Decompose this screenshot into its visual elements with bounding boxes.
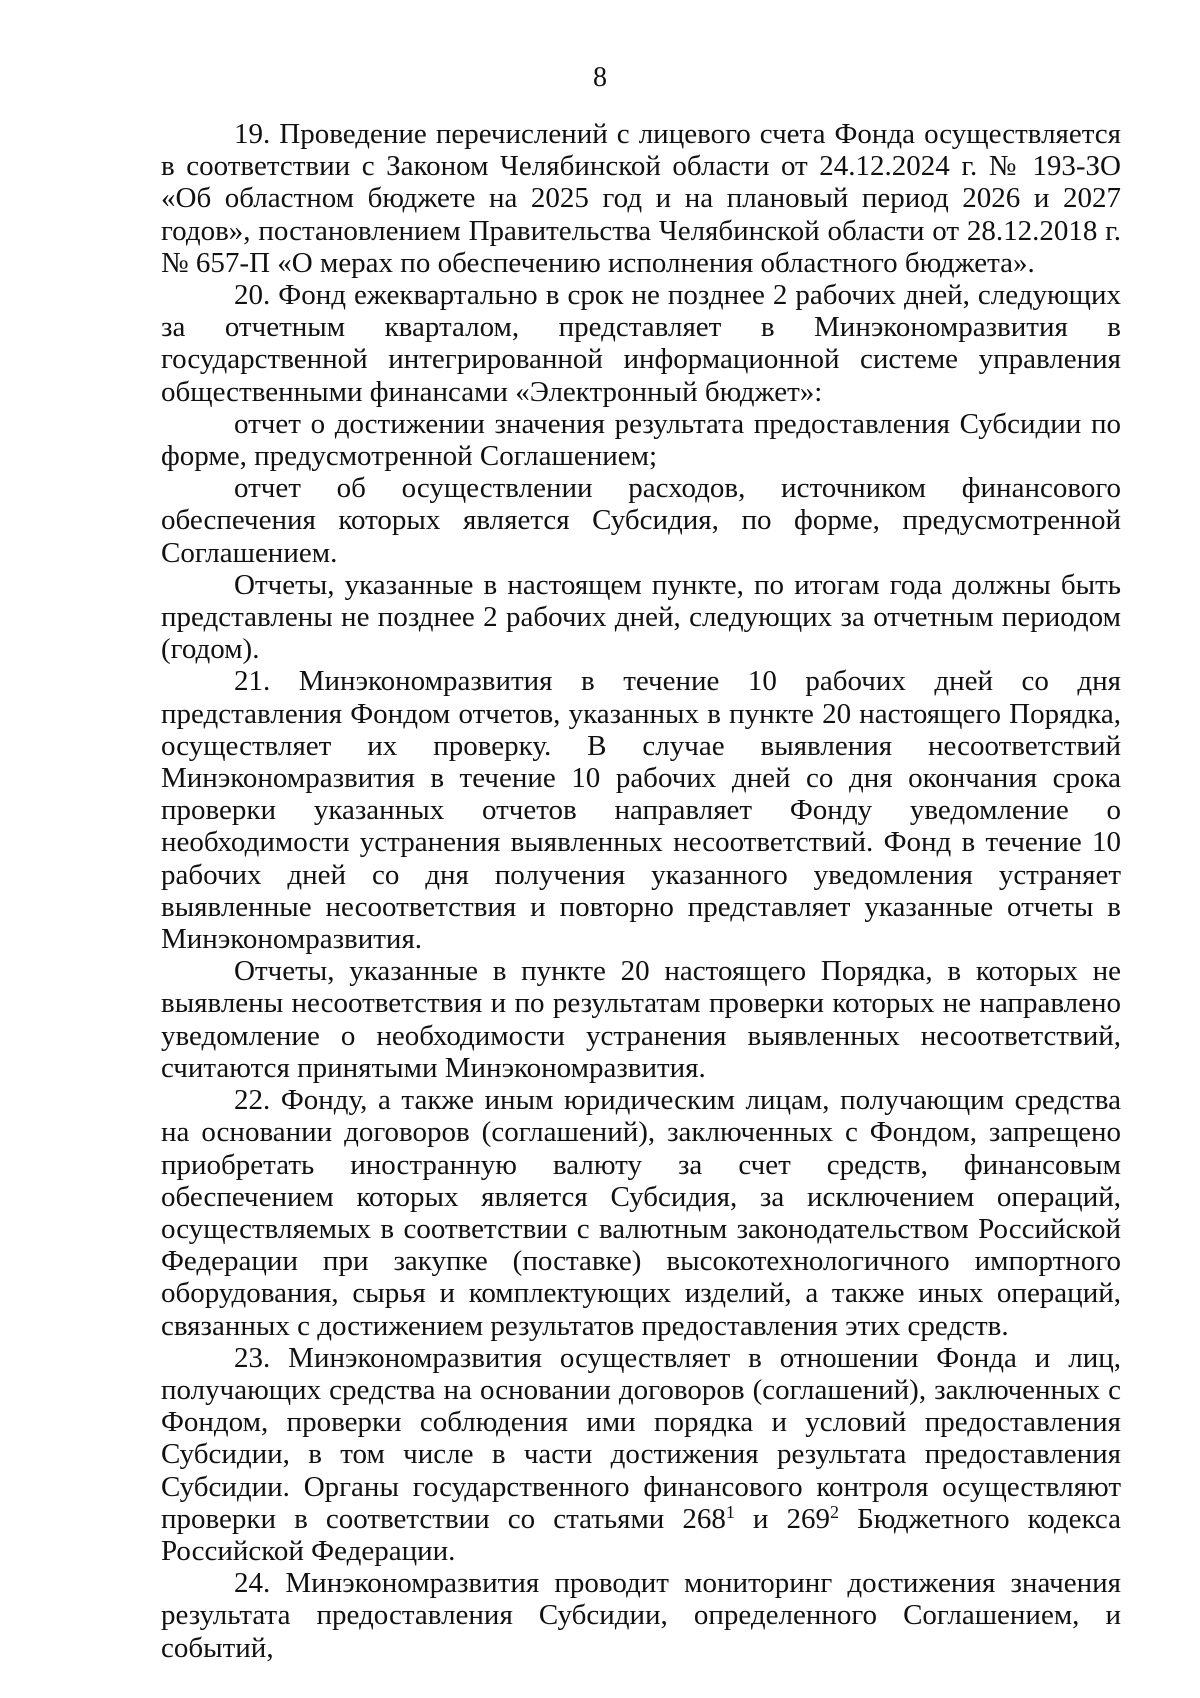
paragraph-19: 19. Проведение перечислений с лицевого счета Фонда осуществляется в соответствии с Законом Челябинской области от 24.12.2024 г. № 193-ЗО «Об областном бюджете на 2025 год и на плановый период 2026 и 2027 годов», постановлением Правительства Челябинской области от 28.12.2018 г. № 657-П «О мерах по обеспечению исполнения областного бюджета». — [161, 118, 1121, 279]
paragraph-23 — [161, 1342, 1121, 1567]
paragraph-22: 22. Фонду, а также иным юридическим лицам, получающим средства на основании договоров (соглашений), заключенных с Фондом, запрещено приобретать иностранную валюту за счет средств, финансовым обеспечением которых является Субсидия, за исключением операций, осуществляемых в соответствии с валютным законодательством Российской Федерации при закупке (поставке) высокотехнологичного импортного оборудования, сырья и комплектующих изделий, а также иных операций, связанных с достижением результатов предоставления этих средств. — [161, 1084, 1121, 1342]
paragraph-20-item-2: отчет об осуществлении расходов, источником финансового обеспечения которых является Субсидия, по форме, предусмотренной Соглашением. — [161, 472, 1121, 569]
page-number: 8 — [593, 62, 607, 93]
paragraph-20-item-1: отчет о достижении значения результата предоставления Субсидии по форме, предусмотренной Соглашением; — [161, 407, 1121, 473]
paragraph-23-text-a: 23. Минэкономразвития осуществляет в отношении Фонда и лиц, получающих средства на основании договоров (соглашений), заключенных с Фондом, проверки соблюдения ими порядка и условий предоставления Субсидии, в том числе в части достижения результата предоставления Субсидии. Органы государственного финансового контроля осуществляют проверки в соответствии со статьями 268 — [161, 1341, 1121, 1535]
paragraph-23-text-c: Бюджетного кодекса Российской Федерации. — [161, 1502, 1121, 1567]
paragraph-20: 20. Фонд ежеквартально в срок не позднее 2 рабочих дней, следующих за отчетным кварталом, представляет в Минэкономразвития в государственной интегрированной информационной системе управления общественными финансами «Электронный бюджет»: — [161, 279, 1121, 408]
paragraph-21-reports: Отчеты, указанные в пункте 20 настоящего Порядка, в которых не выявлены несоответствия и по результатам проверки которых не направлено уведомление о необходимости устранения выявленных несоответствий, считаются принятыми Минэкономразвития. — [161, 955, 1121, 1084]
paragraph-24: 24. Минэкономразвития проводит мониторинг достижения значения результата предоставления Субсидии, определенного Соглашением, и событий, — [161, 1567, 1121, 1664]
paragraph-23-text-b: и 269 — [734, 1502, 831, 1535]
document-body — [161, 118, 1121, 1664]
paragraph-20-reports: Отчеты, указанные в настоящем пункте, по итогам года должны быть представлены не позднее 2 рабочих дней, следующих за отчетным периодом (годом). — [161, 568, 1121, 666]
paragraph-21: 21. Минэкономразвития в течение 10 рабочих дней со дня представления Фондом отчетов, указанных в пункте 20 настоящего Порядка, осуществляет их проверку. В случае выявления несоответствий Минэкономразвития в течение 10 рабочих дней со дня окончания срока проверки указанных отчетов направляет Фонду уведомление о необходимости устранения выявленных несоответствий. Фонд в течение 10 рабочих дней со дня получения указанного уведомления устраняет выявленные несоответствия и повторно представляет указанные отчеты в Минэкономразвития. — [161, 665, 1121, 956]
superscript-1: 1 — [725, 1501, 735, 1522]
superscript-2: 2 — [830, 1501, 840, 1522]
